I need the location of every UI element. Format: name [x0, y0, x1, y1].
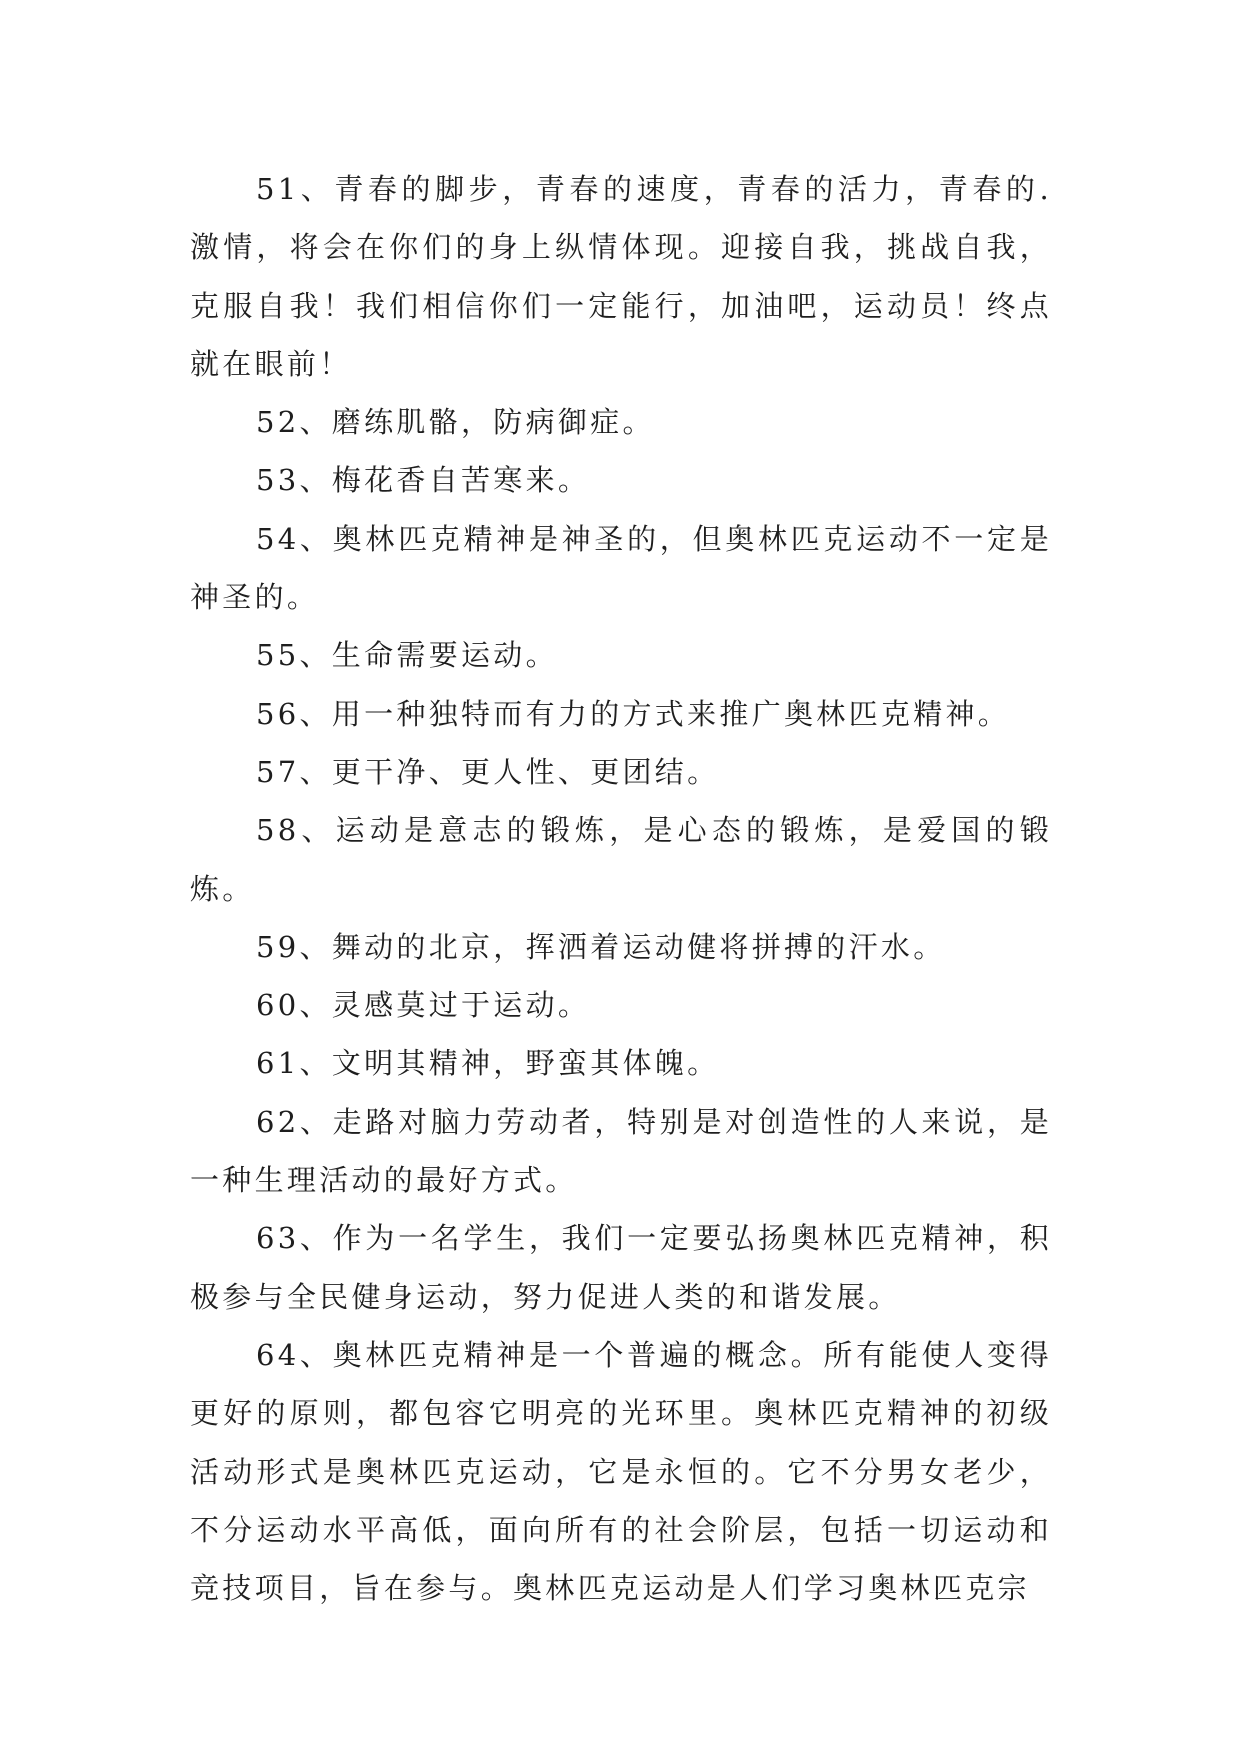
paragraph-64: 64、奥林匹克精神是一个普遍的概念。所有能使人变得更好的原则，都包容它明亮的光环里。奥林匹克精神的初级活动形式是奥林匹克运动，它是永恒的。它不分男女老少，不分运动水平高低，面向所有的社会阶层，包括一切运动和竞技项目，旨在参与。奥林匹克运动是人们学习奥林匹克宗 [190, 1337, 1052, 1606]
paragraph-54: 54、奥林匹克精神是神圣的，但奥林匹克运动不一定是神圣的。 [190, 521, 1052, 615]
paragraph-61: 61、文明其精神，野蛮其体魄。 [256, 1046, 720, 1081]
paragraph-59: 59、舞动的北京，挥洒着运动健将拼搏的汗水。 [256, 929, 946, 964]
paragraph-57: 57、更干净、更人性、更团结。 [256, 754, 720, 789]
paragraph-52: 52、磨练肌骼，防病御症。 [256, 405, 655, 440]
document-body [190, 160, 1052, 1617]
paragraph-55: 55、生命需要运动。 [256, 638, 558, 673]
paragraph-53: 53、梅花香自苦寒来。 [256, 463, 591, 498]
paragraph-51: 51、青春的脚步，青春的速度，青春的活力，青春的.激情，将会在你们的身上纵情体现。迎接自我，挑战自我，克服自我！我们相信你们一定能行，加油吧，运动员！终点就在眼前！ [190, 172, 1052, 381]
paragraph-60: 60、灵感莫过于运动。 [256, 988, 591, 1023]
paragraph-62: 62、走路对脑力劳动者，特别是对创造性的人来说，是一种生理活动的最好方式。 [190, 1104, 1052, 1198]
paragraph-56: 56、用一种独特而有力的方式来推广奥林匹克精神。 [256, 696, 1011, 731]
paragraph-63: 63、作为一名学生，我们一定要弘扬奥林匹克精神，积极参与全民健身运动，努力促进人类的和谐发展。 [190, 1221, 1052, 1314]
paragraph-58: 58、运动是意志的锻炼，是心态的锻炼，是爱国的锻炼。 [190, 813, 1052, 906]
